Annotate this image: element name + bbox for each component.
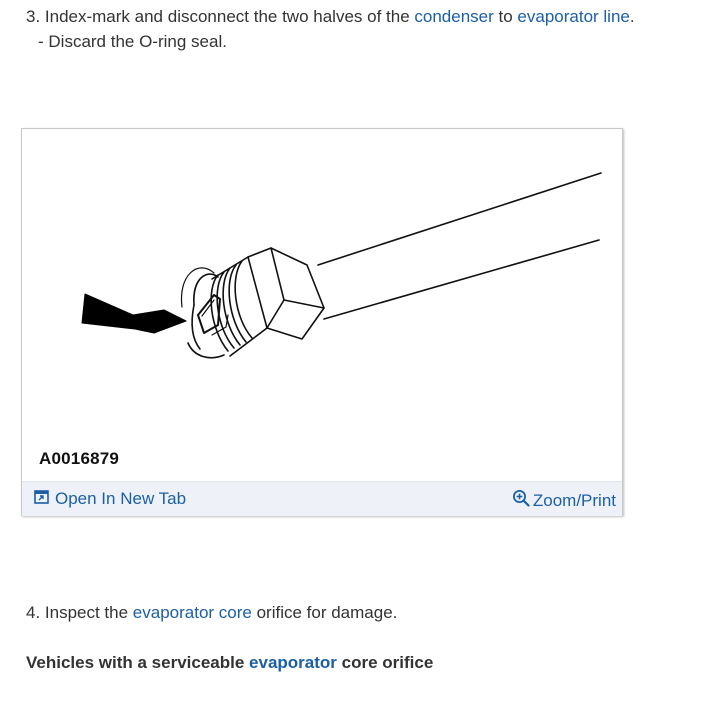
- step-3-substep: - Discard the O-ring seal.: [38, 32, 227, 51]
- zoom-print-label: Zoom/Print: [532, 490, 616, 510]
- zoom-print-button[interactable]: [512, 489, 616, 512]
- evaporator-line-link[interactable]: evaporator line: [517, 7, 630, 26]
- open-in-new-tab-button[interactable]: [34, 489, 186, 509]
- figure-panel: [21, 128, 623, 516]
- section-heading-suffix: core orifice: [336, 653, 434, 672]
- zoom-in-icon: [512, 489, 530, 512]
- step-4-suffix: orifice for damage.: [251, 603, 398, 622]
- open-in-new-tab-icon: [34, 489, 49, 509]
- evaporator-line-illustration: [22, 129, 622, 449]
- figure-id: A0016879: [39, 449, 120, 468]
- step-3-prefix: 3. Index-mark and disconnect the two halves of the: [26, 7, 415, 26]
- evaporator-core-link[interactable]: evaporator core: [132, 603, 252, 622]
- condenser-link[interactable]: condenser: [414, 7, 494, 26]
- pointer-arrow-icon: [82, 294, 186, 333]
- figure-toolbar: [22, 481, 622, 516]
- open-in-new-tab-label: Open In New Tab: [55, 489, 187, 508]
- step-4-prefix: 4. Inspect the: [26, 603, 133, 622]
- section-heading-prefix: Vehicles with a serviceable: [26, 653, 250, 672]
- step-3-middle: to: [493, 7, 518, 26]
- step-4-text: [26, 602, 397, 624]
- step-3-suffix: .: [629, 7, 635, 26]
- step-3-text: [26, 6, 635, 28]
- evaporator-link[interactable]: evaporator: [249, 653, 337, 672]
- section-heading: [26, 652, 433, 674]
